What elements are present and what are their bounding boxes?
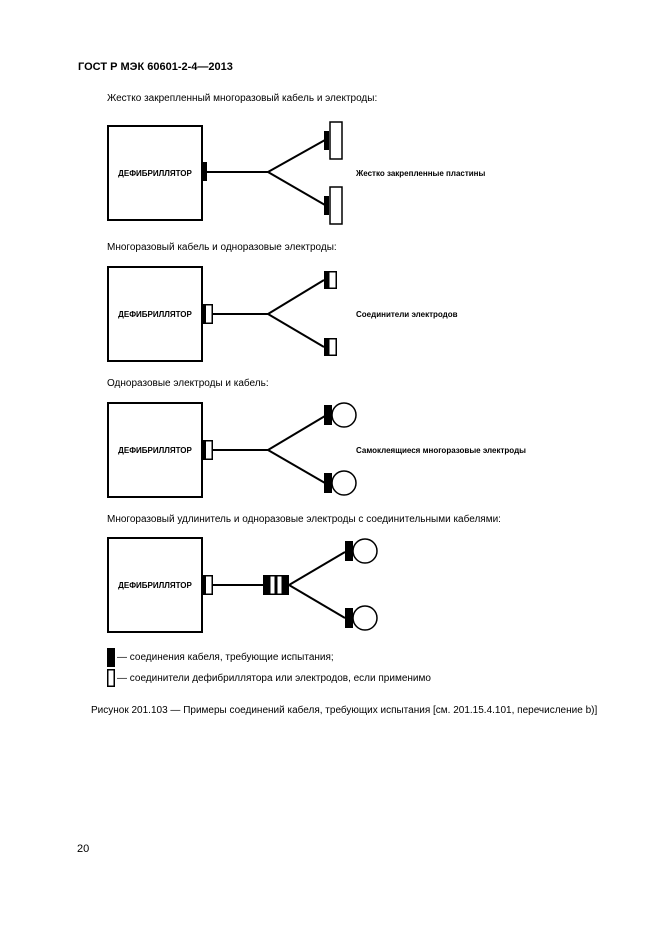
adhesive-electrodes-label: Самоклеящиеся многоразовые электроды	[356, 446, 526, 455]
electrode-connector-lower	[329, 339, 337, 356]
cable-connection-filled	[345, 608, 353, 628]
diagram-1-caption: Жестко закрепленный многоразовый кабель и электроды:	[107, 93, 378, 104]
figure-caption: Рисунок 201.103 — Примеры соединений кабеля, требующих испытания [см. 201.15.4.101, перечисление b)]	[91, 705, 598, 716]
defibrillator-label: ДЕФИБРИЛЛЯТОР	[118, 310, 192, 319]
cable-connection-filled	[202, 304, 206, 324]
legend-hollow-text: — соединители дефибриллятора или электродов, если применимо	[117, 673, 431, 684]
page-number: 20	[77, 843, 90, 855]
cable-connection-filled	[324, 196, 329, 215]
legend-filled-text: — соединения кабеля, требующие испытания;	[117, 652, 334, 663]
cable-connection-filled	[202, 575, 206, 595]
connector-hollow	[270, 576, 276, 595]
legend-hollow-symbol	[108, 670, 115, 687]
cable-connection-filled	[202, 440, 206, 460]
cable-branch-lower	[289, 585, 345, 618]
document-header: ГОСТ Р МЭК 60601-2-4—2013	[78, 61, 233, 73]
defibrillator-label: ДЕФИБРИЛЛЯТОР	[118, 169, 192, 178]
cable-connection-filled	[324, 131, 329, 150]
diagram-2-caption: Многоразовый кабель и одноразовые электроды:	[107, 242, 337, 253]
cable-branch-lower	[268, 172, 325, 205]
electrode-pad-upper	[353, 539, 377, 563]
cable-branch-upper	[268, 140, 325, 172]
extension-coupler	[263, 575, 289, 595]
cable-connection-filled	[345, 541, 353, 561]
defibrillator-label: ДЕФИБРИЛЛЯТОР	[118, 446, 192, 455]
connector-hollow	[277, 576, 283, 595]
cable-branch-upper	[268, 416, 325, 450]
cable-connection-filled	[283, 575, 289, 595]
electrode-connectors-label: Соединители электродов	[356, 310, 458, 319]
cable-branch-upper	[268, 280, 324, 314]
cable-connection-filled	[324, 473, 332, 493]
electrode-pad-upper	[332, 403, 356, 427]
paddles-label: Жестко закрепленные пластины	[356, 169, 486, 178]
cable-branch-upper	[289, 552, 345, 585]
diagram-3-caption: Одноразовые электроды и кабель:	[107, 378, 269, 389]
electrode-pad-lower	[353, 606, 377, 630]
legend-filled-symbol	[107, 648, 115, 667]
cable-connection-filled	[263, 575, 269, 595]
paddle-upper	[330, 122, 342, 159]
paddle-lower	[330, 187, 342, 224]
cable-branch-lower	[268, 450, 325, 483]
electrode-pad-lower	[332, 471, 356, 495]
electrode-connector-upper	[329, 272, 337, 289]
cable-connection-filled	[202, 162, 207, 181]
diagram-4-caption: Многоразовый удлинитель и одноразовые электроды с соединительными кабелями:	[107, 514, 501, 525]
defibrillator-label: ДЕФИБРИЛЛЯТОР	[118, 581, 192, 590]
cable-branch-lower	[268, 314, 324, 347]
cable-connection-filled	[324, 405, 332, 425]
